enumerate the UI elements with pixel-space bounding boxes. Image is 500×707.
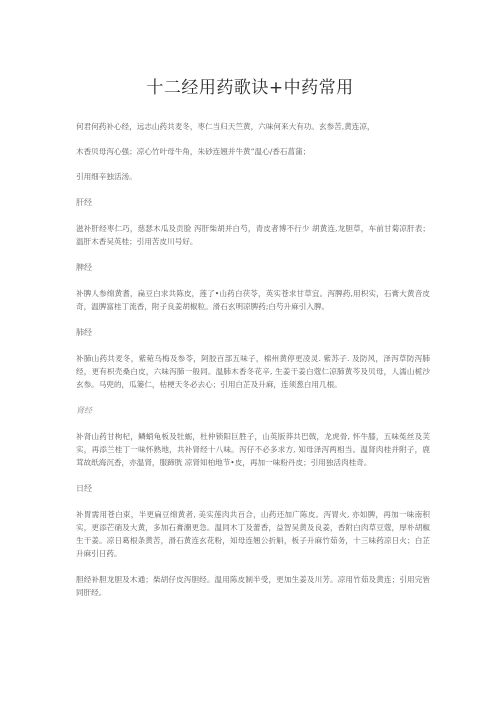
section-text-kidney: 补肾山药甘枸杞，鳞蛸龟板及牡蛎，杜仲锁阳巨胜子，山英版莽共巴戟，龙虎骨, 怀牛膝，五味菟丝及芙实，再添兰桂丁一味怀熟地，共补肾经十八味。泻仔不必多求方, 知母泽泻两相当。温肾肉桂并附子，鹿茸故纸海沉香，亦温肾，服蹄胱 凉肾知柏地节•皮，再加一味粉丹皮；引用独活肉桂奇。 — [76, 432, 430, 467]
intro-line: 木香贝母泻心强；凉心竹叶母牛角，朱砂连翘并牛黄”温心/香石菖蒲； — [76, 147, 311, 156]
intro-line: 引用细辛独活汤。 — [76, 172, 137, 181]
section-text-stomach: 补胃需用苍白束，半更扁豆绵黄者, 美实莲肉共百合，山药还加广陈皮。泻胃火, 亦如脾，再加一味南积实，更添芒硝及大黄，多加石膏潮更急。温同木丁及蕾香，益智吴黄及良姜，香附白肉草豆蔻，厚朴胡椒生干姜。凉日葛根条黄苦，滑石黄连玄花粉，知母连翘公折斛，板子升麻竹茹务，十三味药凉日火；白芷升麻引日药。 — [76, 510, 430, 558]
page-title: 十二经用药歌诀+中药常用 — [146, 78, 354, 98]
section-heading-lung: 肺经 — [76, 328, 92, 337]
section-text-lung: 补肺山药共麦冬，紫菀乌梅及参苓，阿胶百部五味子，棉州黄停更凌灵. 紫苏子. 及防风，泽泻草防泻肺经，更有枳壳桑白皮，六味泻肺一般同。温肺木香冬花辛, 生姜干姜白蔻仁凉肺黄芩及贝母，人濡山栀沙玄参。马兜的，瓜篓仁，枯梗天冬必去心；引用白芷及升麻，连须葱白用几根。 — [76, 354, 430, 389]
section-text-spleen: 补脾人参绵黄耆，扁豆白求共陈皮，莲了•山药白茯苓，英实苍求甘草宜。泻脾药,用枳实，石膏大黄音皮奇，温脾富桂丁流香，附子良姜胡椒粒。滑石玄明凉脾药;白芍升麻引入脾。 — [76, 289, 430, 311]
section-heading-kidney: 肾经 — [76, 406, 92, 415]
document-body — [76, 120, 430, 612]
intro-line: 何君何药补心经，远志山药共麦冬，枣仁当归天竺黄，六味何来大有功。玄参苦,黄连凉， — [76, 122, 375, 131]
section-heading-stomach: 日经 — [76, 484, 92, 493]
section-text-liver: 滋补肝经枣仁巧，慈瑟木瓜及贡脸 泻肝柴胡并白芍，青皮者博不行少 胡黄连,龙胆草，车前甘菊凉肝表；温肝木香吴英桂；引用苦皮川号好。 — [76, 224, 430, 246]
section-heading-spleen: 脾经 — [76, 263, 92, 272]
section-text-gallbladder: 胆经补胆龙胆及木通；柴胡仔皮泻胆经。温用陈皮制半受，更加生姜及川芳。凉用竹茹及黄连；引用完皆同肝经。 — [76, 575, 430, 597]
section-heading-liver: 肝经 — [76, 198, 92, 207]
